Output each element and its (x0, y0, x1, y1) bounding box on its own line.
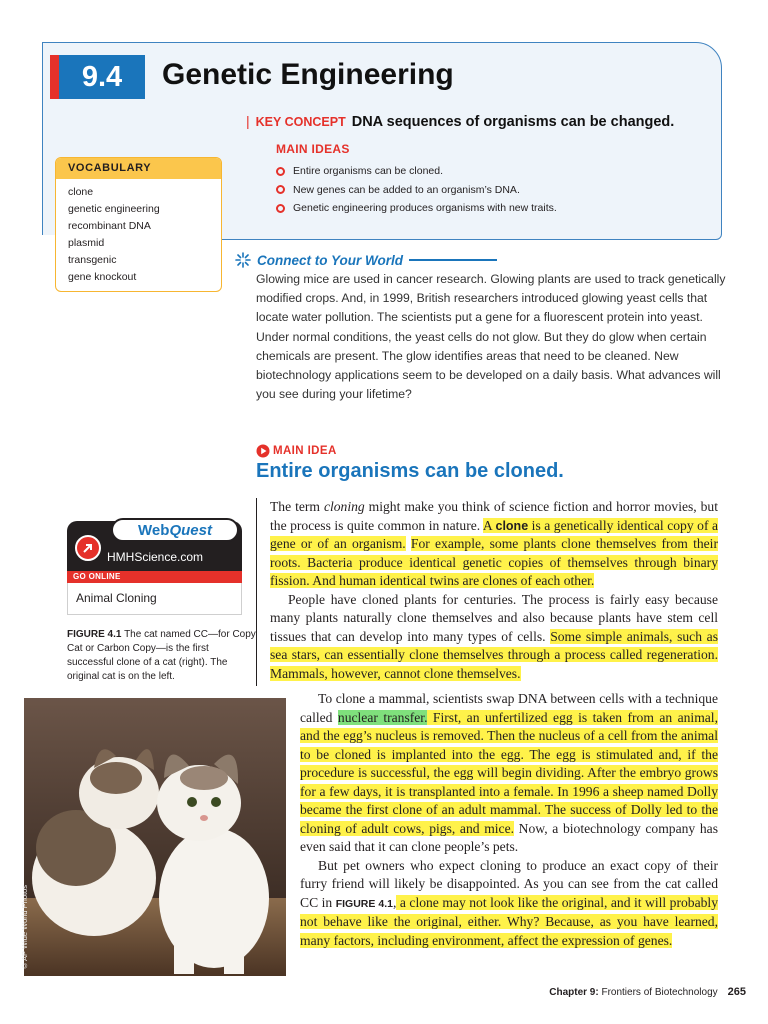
webquest-header (67, 521, 242, 571)
main-idea-item: New genes can be added to an organism’s DNA. (276, 181, 557, 200)
connect-header (233, 250, 723, 270)
figure-caption: FIGURE 4.1 The cat named CC—for Copy Cat or Carbon Copy—is the first successful clone of a cat (right). The original cat is on the left. (67, 629, 256, 682)
footer-chapter: Chapter 9: (549, 987, 599, 998)
footer-chapter-title: Frontiers of Biotechnology (598, 987, 718, 998)
vocab-term: gene knockout (68, 271, 137, 283)
vocab-term: plasmid (68, 237, 105, 249)
vocabulary-box (55, 157, 222, 292)
key-concept-label: KEY CONCEPT (255, 115, 346, 129)
play-circle-icon (256, 444, 270, 458)
paragraph-4: But pet owners who expect cloning to produce an exact copy of their furry friend will likely be disappointed. As you can see from the cat called CC in FIGURE 4.1, a clone may not look like the original, and it will probably not behave like the original, either. Why? Because, as you have learned, many factors, including environment, affect the expression of genes. (300, 857, 719, 948)
arrow-circle-icon (75, 535, 101, 561)
go-online-label: GO ONLINE (67, 571, 242, 583)
connect-body: Glowing mice are used in cancer research. Glowing plants are used to track genetically modified crops. And, in 1999, British researchers introduced glowing yeast cells that locate water pollution. The scientists put a gene for a fluorescent protein into yeast. Under normal conditions, the yeast cells do not glow. But they do glow when certain chemicals are present. The glow identifies areas that need to be cleaned. New biotechnology applications seem to be developed on a daily basis. What advances will you see during your lifetime? (256, 272, 726, 402)
section-number-badge: 9.4 (50, 55, 145, 99)
webquest-box[interactable] (67, 521, 242, 615)
section-title: Genetic Engineering (162, 58, 454, 91)
main-idea-label: MAIN IDEA (256, 444, 337, 458)
main-ideas-title: MAIN IDEAS (276, 142, 350, 156)
webquest-site[interactable]: HMHScience.com (107, 550, 204, 564)
paragraph-3: To clone a mammal, scientists swap DNA between cells with a technique called nuclear transfer. First, an unfertilized egg is taken from an animal, and the egg’s nucleus is removed. Then the nucleus of a cell from the animal to be cloned is implanted into the egg. The egg is stimulated and, if the procedure is successful, the egg will begin dividing. After the embryo grows for a few days, it is transplanted into a female. In 1996 a sheep named Dolly became the first clone of an adult mammal. The success of Dolly led to the cloning of adult cows, pigs, and mice. Now, a biotechnology company has even said that it can clone people’s pets. (300, 691, 718, 854)
vocab-term: transgenic (68, 254, 117, 266)
sparkle-icon (233, 250, 253, 270)
term-clone: clone (495, 518, 529, 533)
body-column-lower (300, 690, 718, 950)
vocab-term: clone (68, 186, 94, 198)
photo-credit: ©AP Wide World Photos (20, 884, 29, 970)
key-concept-text: DNA sequences of organisms can be changed. (351, 114, 675, 130)
bullet-circle-icon (276, 204, 285, 213)
vocab-term: genetic engineering (68, 203, 160, 215)
main-ideas-list (276, 162, 557, 218)
connect-title: Connect to Your World (257, 252, 403, 268)
connect-rule (409, 259, 497, 261)
vocab-term: recombinant DNA (68, 220, 151, 232)
vocabulary-list (56, 179, 221, 291)
page-number: 265 (727, 986, 746, 998)
bullet-circle-icon (276, 167, 285, 176)
main-idea-item: Entire organisms can be cloned. (276, 162, 557, 181)
bullet-circle-icon (276, 185, 285, 194)
main-idea-heading: Entire organisms can be cloned. (256, 460, 564, 482)
cats-illustration (24, 698, 286, 976)
term-nuclear-transfer: nuclear transfer. (337, 709, 428, 725)
webquest-logo: Web Quest (111, 518, 239, 542)
figure-reference[interactable]: FIGURE 4.1 (335, 897, 393, 910)
cats-photo (24, 698, 286, 976)
webquest-topic[interactable]: Animal Cloning (67, 583, 242, 615)
body-column-upper (270, 498, 718, 683)
main-idea-item: Genetic engineering produces organisms with new traits. (276, 199, 557, 218)
page-footer (549, 986, 746, 998)
paragraph-2: People have cloned plants for centuries. The process is fairly easy because many plants naturally clone themselves and also because plants have stem cell tissues that can develop into many types of cells. Some simple animals, such as sea stars, can essentially clone themselves through a process called regeneration. Mammals, however, cannot clone themselves. (270, 591, 718, 681)
key-concept: | KEY CONCEPT DNA sequences of organisms can be changed. (246, 113, 675, 130)
vocabulary-title: VOCABULARY (56, 158, 221, 179)
paragraph-1: The term cloning might make you think of science fiction and horror movies, but the process is quite common in nature. A clone is a genetically identical copy of a gene or of an organism. For example, some plants clone themselves from their roots. Bacteria produce identical genetic copies of themselves through binary fission. And human identical twins are clones of each other. (270, 499, 719, 588)
